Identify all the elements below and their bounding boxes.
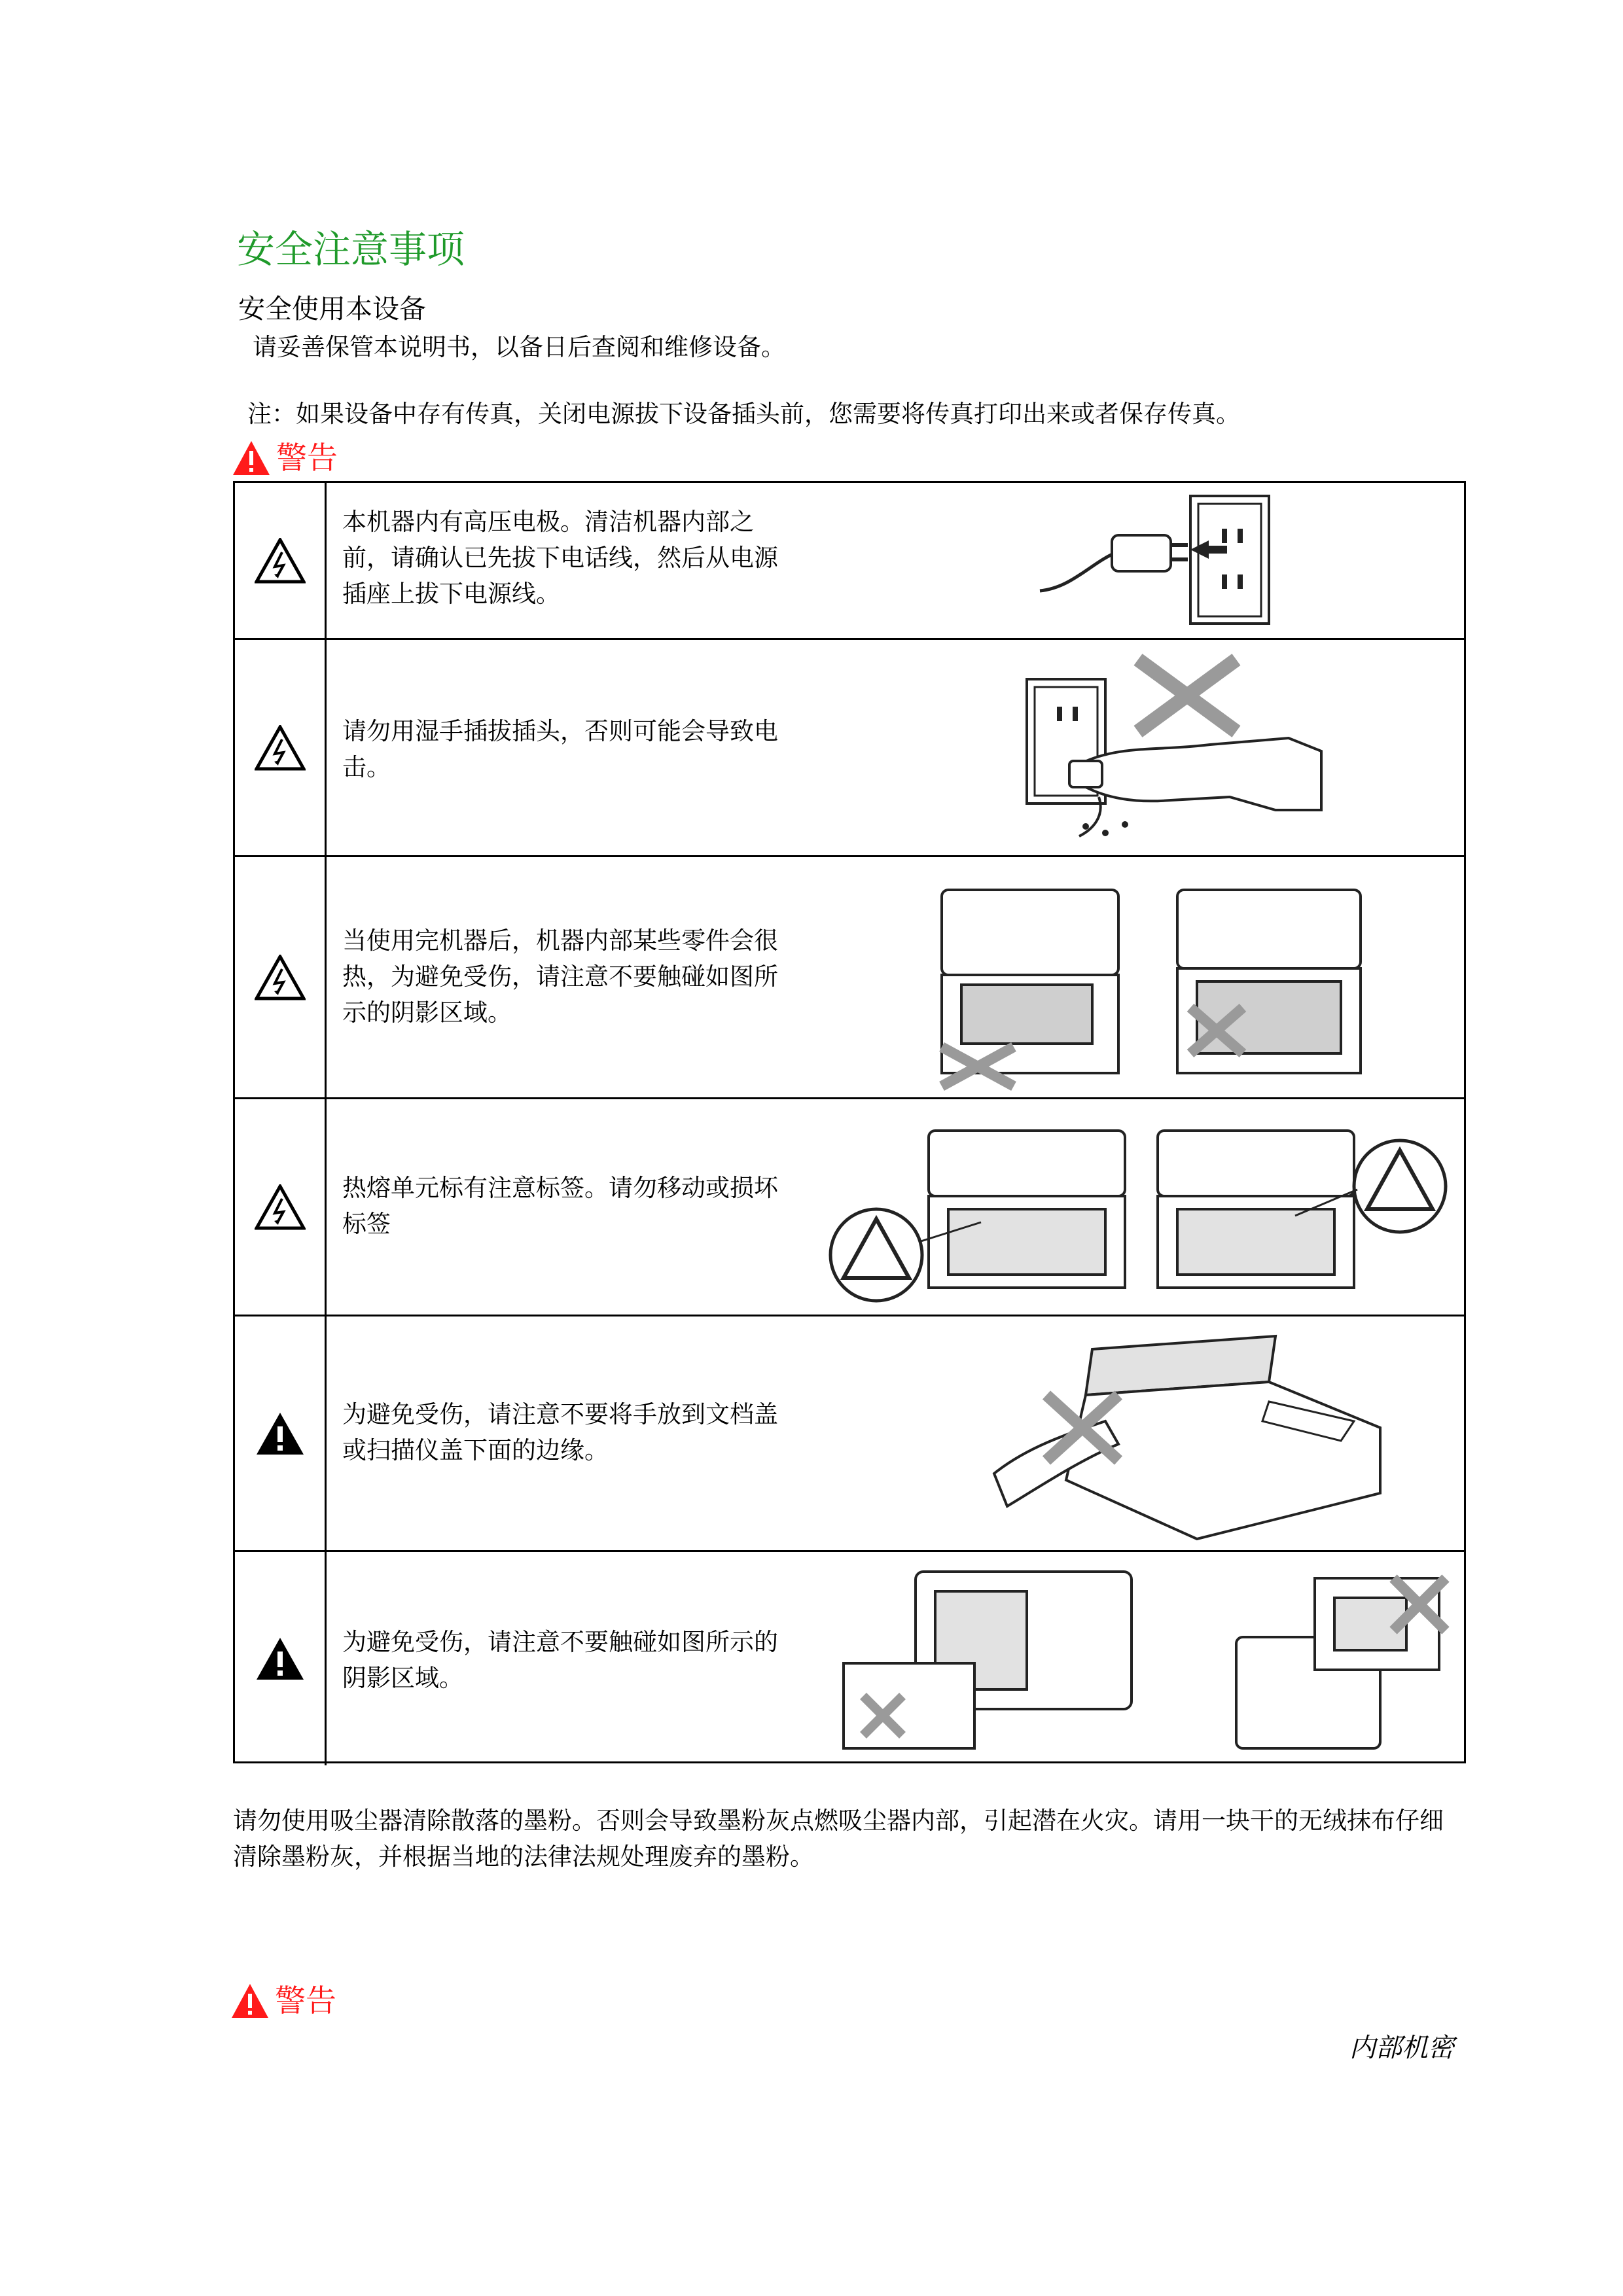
electric-shock-warning-icon <box>255 538 306 584</box>
icon-cell <box>235 1552 327 1765</box>
safety-table <box>233 481 1466 1763</box>
electric-shock-warning-icon <box>255 955 306 1000</box>
hot-parts-illustration <box>916 864 1387 1093</box>
keep-manual-text: 请妥善保管本说明书，以备日后查阅和维修设备。 <box>253 333 785 361</box>
unplug-power-cord-illustration <box>1033 489 1347 632</box>
warning-label: 警告 <box>276 440 338 476</box>
warning-triangle-icon <box>232 440 271 476</box>
table-row <box>235 640 1464 857</box>
warning-text: 当使用完机器后，机器内部某些零件会很热，为避免受伤，请注意不要触碰如图所示的阴影区域。 <box>342 927 778 1027</box>
wet-hand-plug-illustration <box>1014 646 1354 849</box>
fax-note: 注：如果设备中存有传真，关闭电源拔下设备插头前，您需要将传真打印出来或者保存传真。 <box>247 400 1240 428</box>
warning-triangle-icon <box>230 1983 270 2019</box>
electric-shock-warning-icon <box>255 725 306 771</box>
toner-disposal-text: 请勿使用吸尘器清除散落的墨粉。否则会导致墨粉灰点燃吸尘器内部，引起潜在火灾。请用一块干的无绒抹布仔细清除墨粉灰，并根据当地的法律法规处理废弃的墨粉。 <box>233 1807 1444 1871</box>
shaded-area-illustration <box>830 1559 1452 1759</box>
icon-cell <box>235 857 327 1097</box>
general-warning-icon <box>255 1636 306 1682</box>
icon-cell <box>235 1316 327 1550</box>
warning-text: 为避免受伤，请注意不要将手放到文档盖或扫描仪盖下面的边缘。 <box>342 1400 778 1464</box>
confidential-mark: 内部机密 <box>1349 2033 1454 2063</box>
general-warning-icon <box>255 1411 306 1457</box>
table-row <box>235 1099 1464 1316</box>
icon-cell <box>235 640 327 855</box>
icon-cell <box>235 1099 327 1315</box>
table-row <box>235 483 1464 640</box>
table-row <box>235 1316 1464 1552</box>
table-row <box>235 1552 1464 1765</box>
electric-shock-warning-icon <box>255 1184 306 1230</box>
warning-label: 警告 <box>275 1983 336 2019</box>
section-subtitle: 安全使用本设备 <box>238 293 426 325</box>
fuser-label-illustration <box>824 1104 1452 1311</box>
document-cover-illustration <box>988 1323 1393 1545</box>
warning-text: 本机器内有高压电极。清洁机器内部之前，请确认已先拔下电话线，然后从电源插座上拔下电源线。 <box>342 508 778 608</box>
warning-text: 请勿用湿手插拔插头，否则可能会导致电击。 <box>342 717 778 781</box>
warning-heading <box>232 440 338 476</box>
page-title: 安全注意事项 <box>237 227 465 272</box>
warning-text: 热熔单元标有注意标签。请勿移动或损坏标签 <box>342 1174 778 1238</box>
warning-text: 为避免受伤，请注意不要触碰如图所示的阴影区域。 <box>342 1628 778 1692</box>
icon-cell <box>235 483 327 638</box>
table-row <box>235 857 1464 1099</box>
warning-heading <box>230 1983 336 2019</box>
